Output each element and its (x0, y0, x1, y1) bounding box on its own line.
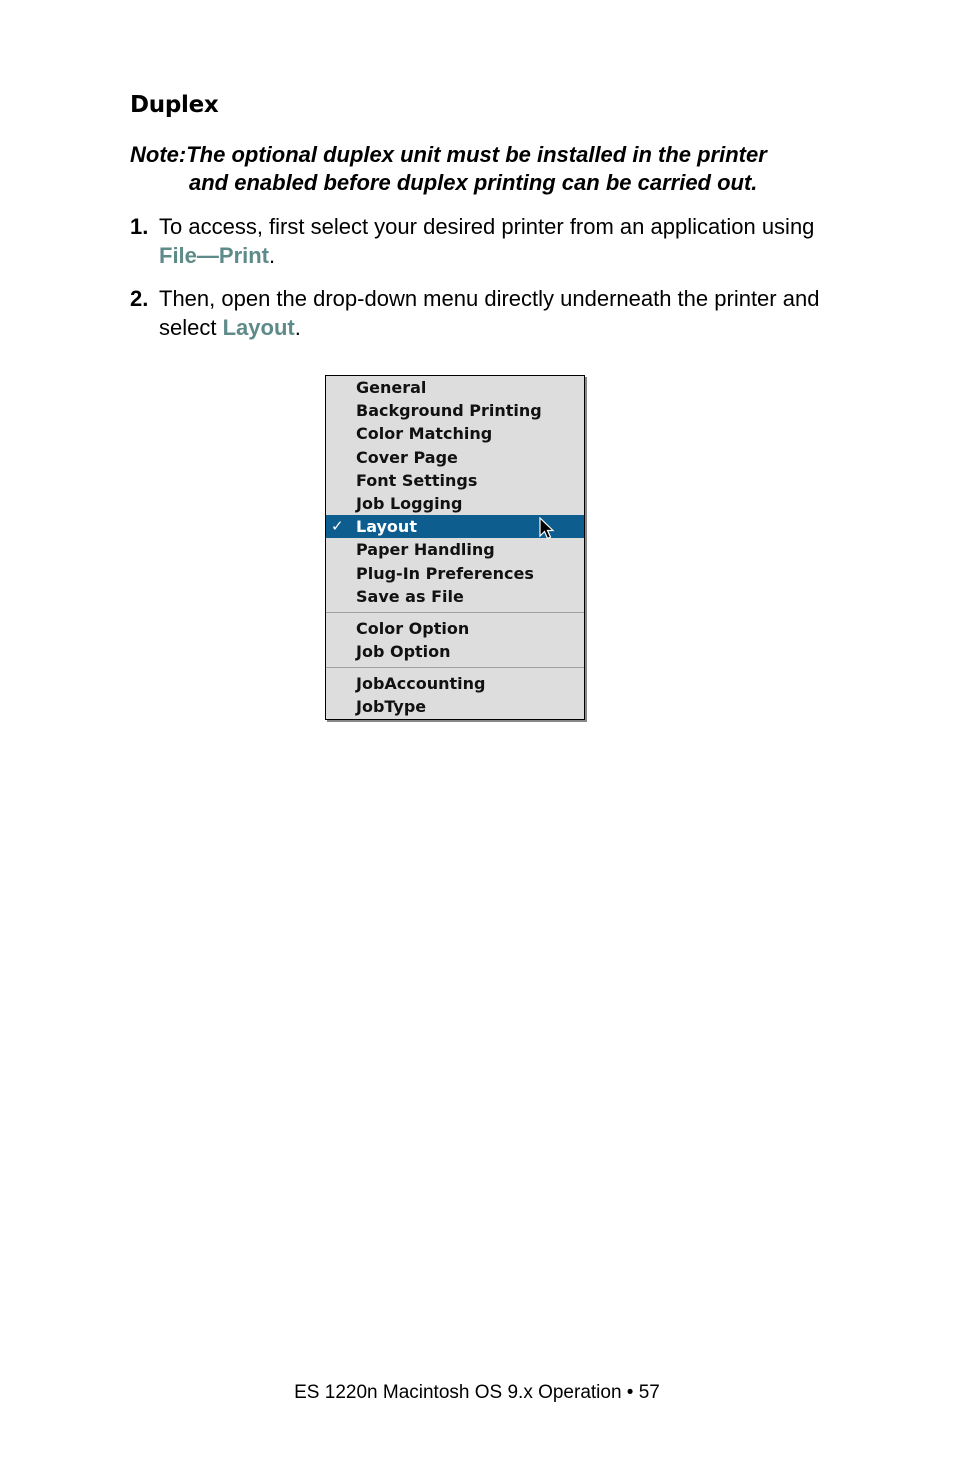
checkmark-icon: ✓ (331, 517, 344, 536)
note-line-1: Note:The optional duplex unit must be installed in the printer (130, 142, 767, 167)
step-text: Then, open the drop-down menu directly underneath the printer and select Layout. (159, 286, 820, 340)
page-footer: ES 1220n Macintosh OS 9.x Operation • 57 (294, 1382, 660, 1403)
menu-item-background-printing[interactable]: Background Printing (356, 401, 542, 421)
step-number: 2. (130, 286, 149, 311)
print-options-dropdown-menu (325, 375, 585, 720)
note-line-2: and enabled before duplex printing can be carried out. (189, 170, 758, 195)
menu-item-job-option[interactable]: Job Option (356, 642, 451, 662)
step-2 (130, 284, 850, 342)
menu-item-save-as-file[interactable]: Save as File (356, 586, 464, 606)
menu-item-jobtype[interactable]: JobType (356, 697, 427, 717)
menu-item-job-logging[interactable]: Job Logging (356, 493, 463, 513)
menu-separator (326, 667, 584, 668)
menu-item-plug-in-preferences[interactable]: Plug-In Preferences (356, 563, 534, 583)
menu-item-layout[interactable] (326, 515, 584, 538)
menu-reference-layout: Layout (222, 315, 295, 340)
step-text: To access, first select your desired printer from an application using File—Print. (159, 214, 815, 268)
menu-item-color-matching[interactable]: Color Matching (356, 424, 493, 444)
menu-item-font-settings[interactable]: Font Settings (356, 470, 478, 490)
menu-reference-file-print: File—Print (159, 243, 270, 268)
menu-item-cover-page[interactable]: Cover Page (356, 447, 458, 467)
step-number: 1. (130, 214, 149, 239)
step-1 (130, 212, 850, 270)
menu-item-general[interactable]: General (356, 378, 427, 397)
menu-item-paper-handling[interactable]: Paper Handling (356, 540, 495, 560)
menu-separator (326, 612, 584, 613)
menu-item-color-option[interactable]: Color Option (356, 618, 470, 638)
section-heading: Duplex (130, 92, 219, 118)
menu-item-jobaccounting[interactable]: JobAccounting (356, 674, 486, 694)
note-text (130, 141, 850, 197)
menu-item-label: Layout (356, 517, 417, 537)
